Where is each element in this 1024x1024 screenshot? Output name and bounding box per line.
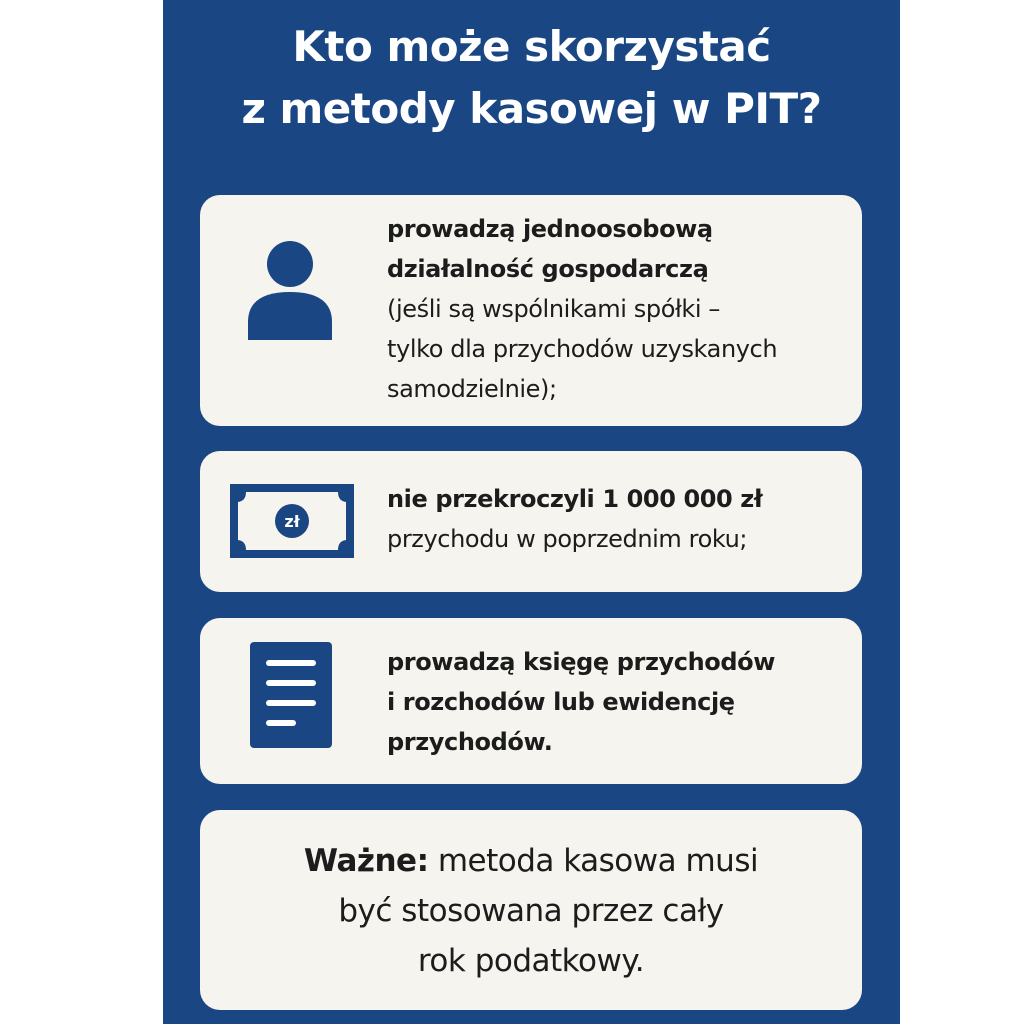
note-text [200,836,862,986]
important-note-card [200,810,862,1010]
note-line-2: być stosowana przez cały [338,893,724,929]
card-normal-line: tylko dla przychodów uzyskanych [387,335,778,363]
card-bold-line: i rozchodów lub ewidencję [387,688,735,716]
card-text [387,479,762,559]
card-bold-line: nie przekroczyli 1 000 000 zł [387,485,763,513]
person-icon [246,240,336,340]
card-text [387,209,777,409]
card-normal-line: samodzielnie); [387,375,557,403]
card-bold-line: przychodów. [387,728,553,756]
card-bold-line: prowadzą jednoosobową [387,215,713,243]
card-normal-line: przychodu w poprzednim roku; [387,525,748,553]
card-bold-line: prowadzą księgę przychodów [387,648,776,676]
card-bold-line: działalność gospodarczą [387,255,709,283]
document-icon [248,640,334,750]
note-line-1 [200,836,862,886]
card-normal-line: (jeśli są wspólnikami spółki – [387,295,721,323]
note-line-3: rok podatkowy. [417,943,645,979]
criteria-card-sole-proprietorship [200,195,862,426]
title-line-1: Kto może skorzystać [292,22,771,71]
card-text [387,642,775,762]
page-title [163,16,900,140]
criteria-card-bookkeeping [200,618,862,784]
note-label: Ważne: [303,843,429,879]
note-line-1-rest: metoda kasowa musi [428,843,759,879]
criteria-card-revenue-limit [200,451,862,592]
currency-symbol: zł [284,512,300,531]
banknote-icon [230,484,354,558]
title-line-2: z metody kasowej w PIT? [241,84,822,133]
